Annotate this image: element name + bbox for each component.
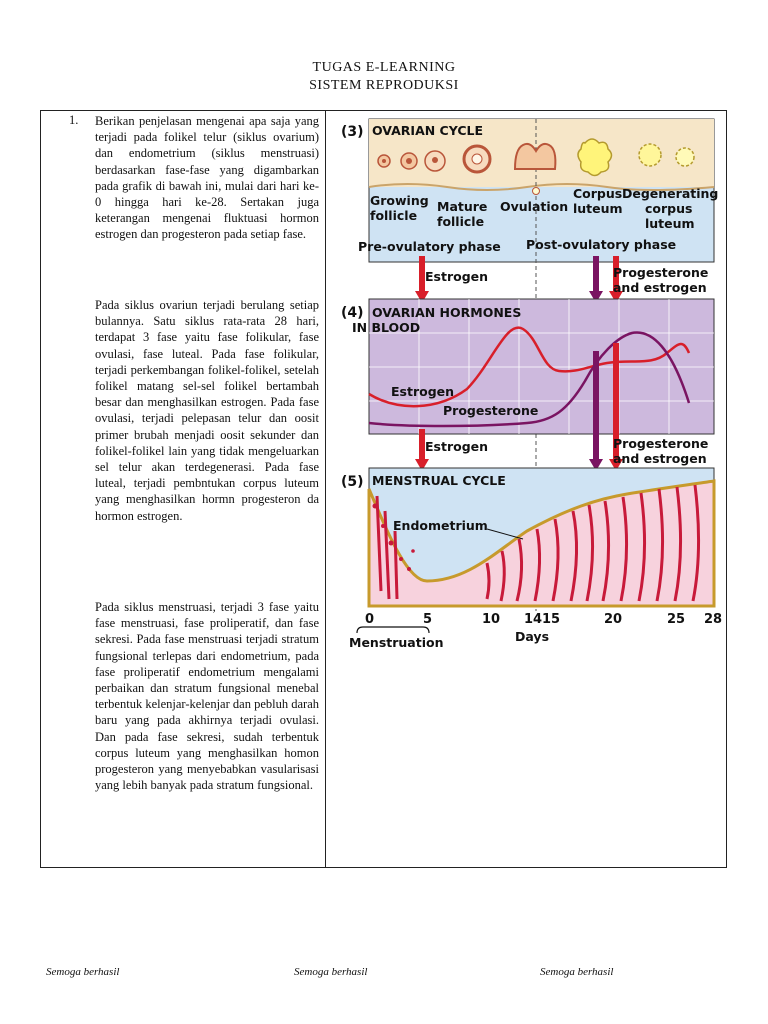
- label-ovulation: Ovulation: [500, 199, 569, 214]
- question-prompt: Berikan penjelasan mengenai apa saja yang terjadi pada folikel telur (siklus ovarium) dan endometrium (siklus menstruasi) berdasarkan fase-fase yang digambarkan pada grafik di bawah ini, mulai dari hari ke-0 hingga hari ke-28. Sertakan juga keterangan mengenai fluktuasi hormon estrogen dan progesteron pada setiap fase.: [95, 114, 319, 242]
- menstrual-panel-number: (5): [341, 474, 364, 490]
- estrogen-arrow-label-bottom: Estrogen: [425, 439, 489, 454]
- label-degenerating-3: luteum: [645, 216, 695, 231]
- estrogen-curve-label: Estrogen: [391, 384, 455, 399]
- progesterone-arrow-label-bottom-1: Progesterone: [613, 436, 709, 451]
- day-tick-0: 0: [365, 612, 375, 627]
- assignment-title: TUGAS E-LEARNING: [312, 60, 456, 75]
- progesterone-curve-label: Progesterone: [443, 403, 539, 418]
- question-table: [40, 110, 727, 868]
- post-ovulatory-phase-label: Post-ovulatory phase: [526, 237, 677, 252]
- footer-left: Semoga berhasil: [46, 966, 120, 978]
- question-number: 1.: [69, 113, 79, 127]
- mature-follicle-icon: [464, 146, 490, 172]
- day-tick-10: 10: [482, 612, 501, 627]
- figure-column: [327, 111, 727, 867]
- degenerating-corpus-luteum-1-icon: [639, 144, 661, 166]
- label-mature-2: follicle: [437, 214, 485, 229]
- menstruation-label: Menstruation: [349, 635, 444, 650]
- answer-ovarian-cycle: Pada siklus ovariun terjadi berulang setiap bulannya. Satu siklus rata-rata 28 hari, terdapat 3 fase yaitu fase folikular, fase ovulasi, fase luteal. Pada fase folikular, terjadi perkembangan folikel-folikel, setelah folikel matang sel-sel folikel bertambah besar dan menghasilkan estrogen. Pada fase ovulasi, terjadi pelepasan telur dan oosit primer brubah menjadi oosit sekunder dan folikel-folikel lain yang tidak mengeluarkan sel telur akan terdegenerasi. Pada fase luteal, terjadi pembntukan corpus luteum yang menghasilkan hormn progesteron da hormon estrogen.: [95, 298, 319, 523]
- reproductive-cycle-figure: [327, 111, 727, 869]
- progesterone-arrow-label-top-1: Progesterone: [613, 265, 709, 280]
- day-tick-20: 20: [604, 612, 623, 627]
- degenerating-corpus-luteum-2-icon: [676, 148, 694, 166]
- ovarian-panel-title: OVARIAN CYCLE: [372, 123, 484, 138]
- answer-menstrual-cycle: Pada siklus menstruasi, terjadi 3 fase yaitu fase menstruasi, fase proliperatif, dan fase sekresi. Pada fase menstruasi terjadi stratum fungsional terlepas dari endometrium, pada fase proliperatif endometrium mengalami perbaikan dan stratum fungsional menebal terbentuk kelenjar-kelenjar dan pebluh darah baru yang pada akhirnya terjadi ovulasi. Dan pada fase sekresi, sudah terbentuk corpus luteum yang menghasilkan homon progesteron yang menyebabkan vasularisasi yang lebih banyak pada stratum fungsional.: [95, 600, 319, 793]
- menstrual-panel-title: MENSTRUAL CYCLE: [372, 473, 506, 488]
- hormone-panel-number: (4): [341, 305, 364, 321]
- footer-center: Semoga berhasil: [294, 966, 368, 978]
- days-axis-label: Days: [515, 629, 550, 644]
- day-tick-15: 15: [542, 612, 561, 627]
- ovarian-panel-number: (3): [341, 124, 364, 140]
- growing-follicle-2-icon: [401, 153, 417, 169]
- growing-follicle-3-icon: [425, 151, 445, 171]
- estrogen-arrow-label-top: Estrogen: [425, 269, 489, 284]
- endometrium-label: Endometrium: [393, 518, 488, 533]
- pre-ovulatory-phase-label: Pre-ovulatory phase: [358, 239, 501, 254]
- footer-right: Semoga berhasil: [540, 966, 614, 978]
- day-tick-14: 14: [524, 612, 543, 627]
- day-tick-28: 28: [704, 612, 723, 627]
- label-mature-1: Mature: [437, 199, 488, 214]
- hormone-panel-title-2: IN BLOOD: [352, 320, 421, 335]
- progesterone-arrow-shaft: [593, 351, 599, 461]
- progesterone-arrow-label-bottom-2: and estrogen: [613, 451, 707, 466]
- corpus-luteum-icon: [578, 139, 612, 176]
- day-tick-5: 5: [423, 612, 433, 627]
- text-column: [41, 111, 326, 867]
- day-tick-25: 25: [667, 612, 686, 627]
- menstruation-bracket: [357, 627, 429, 633]
- growing-follicle-1-icon: [378, 155, 390, 167]
- label-growing-1: Growing: [370, 193, 429, 208]
- label-degenerating-2: corpus: [645, 201, 693, 216]
- label-growing-2: follicle: [370, 208, 418, 223]
- progesterone-arrow-label-top-2: and estrogen: [613, 280, 707, 295]
- assignment-subtitle: SISTEM REPRODUKSI: [309, 78, 459, 93]
- progesterone-arrow-top: [593, 256, 599, 296]
- label-corpus-1: Corpus: [573, 186, 623, 201]
- label-degenerating-1: Degenerating: [622, 186, 719, 201]
- label-corpus-2: luteum: [573, 201, 623, 216]
- hormone-panel-title-1: OVARIAN HORMONES: [372, 305, 522, 320]
